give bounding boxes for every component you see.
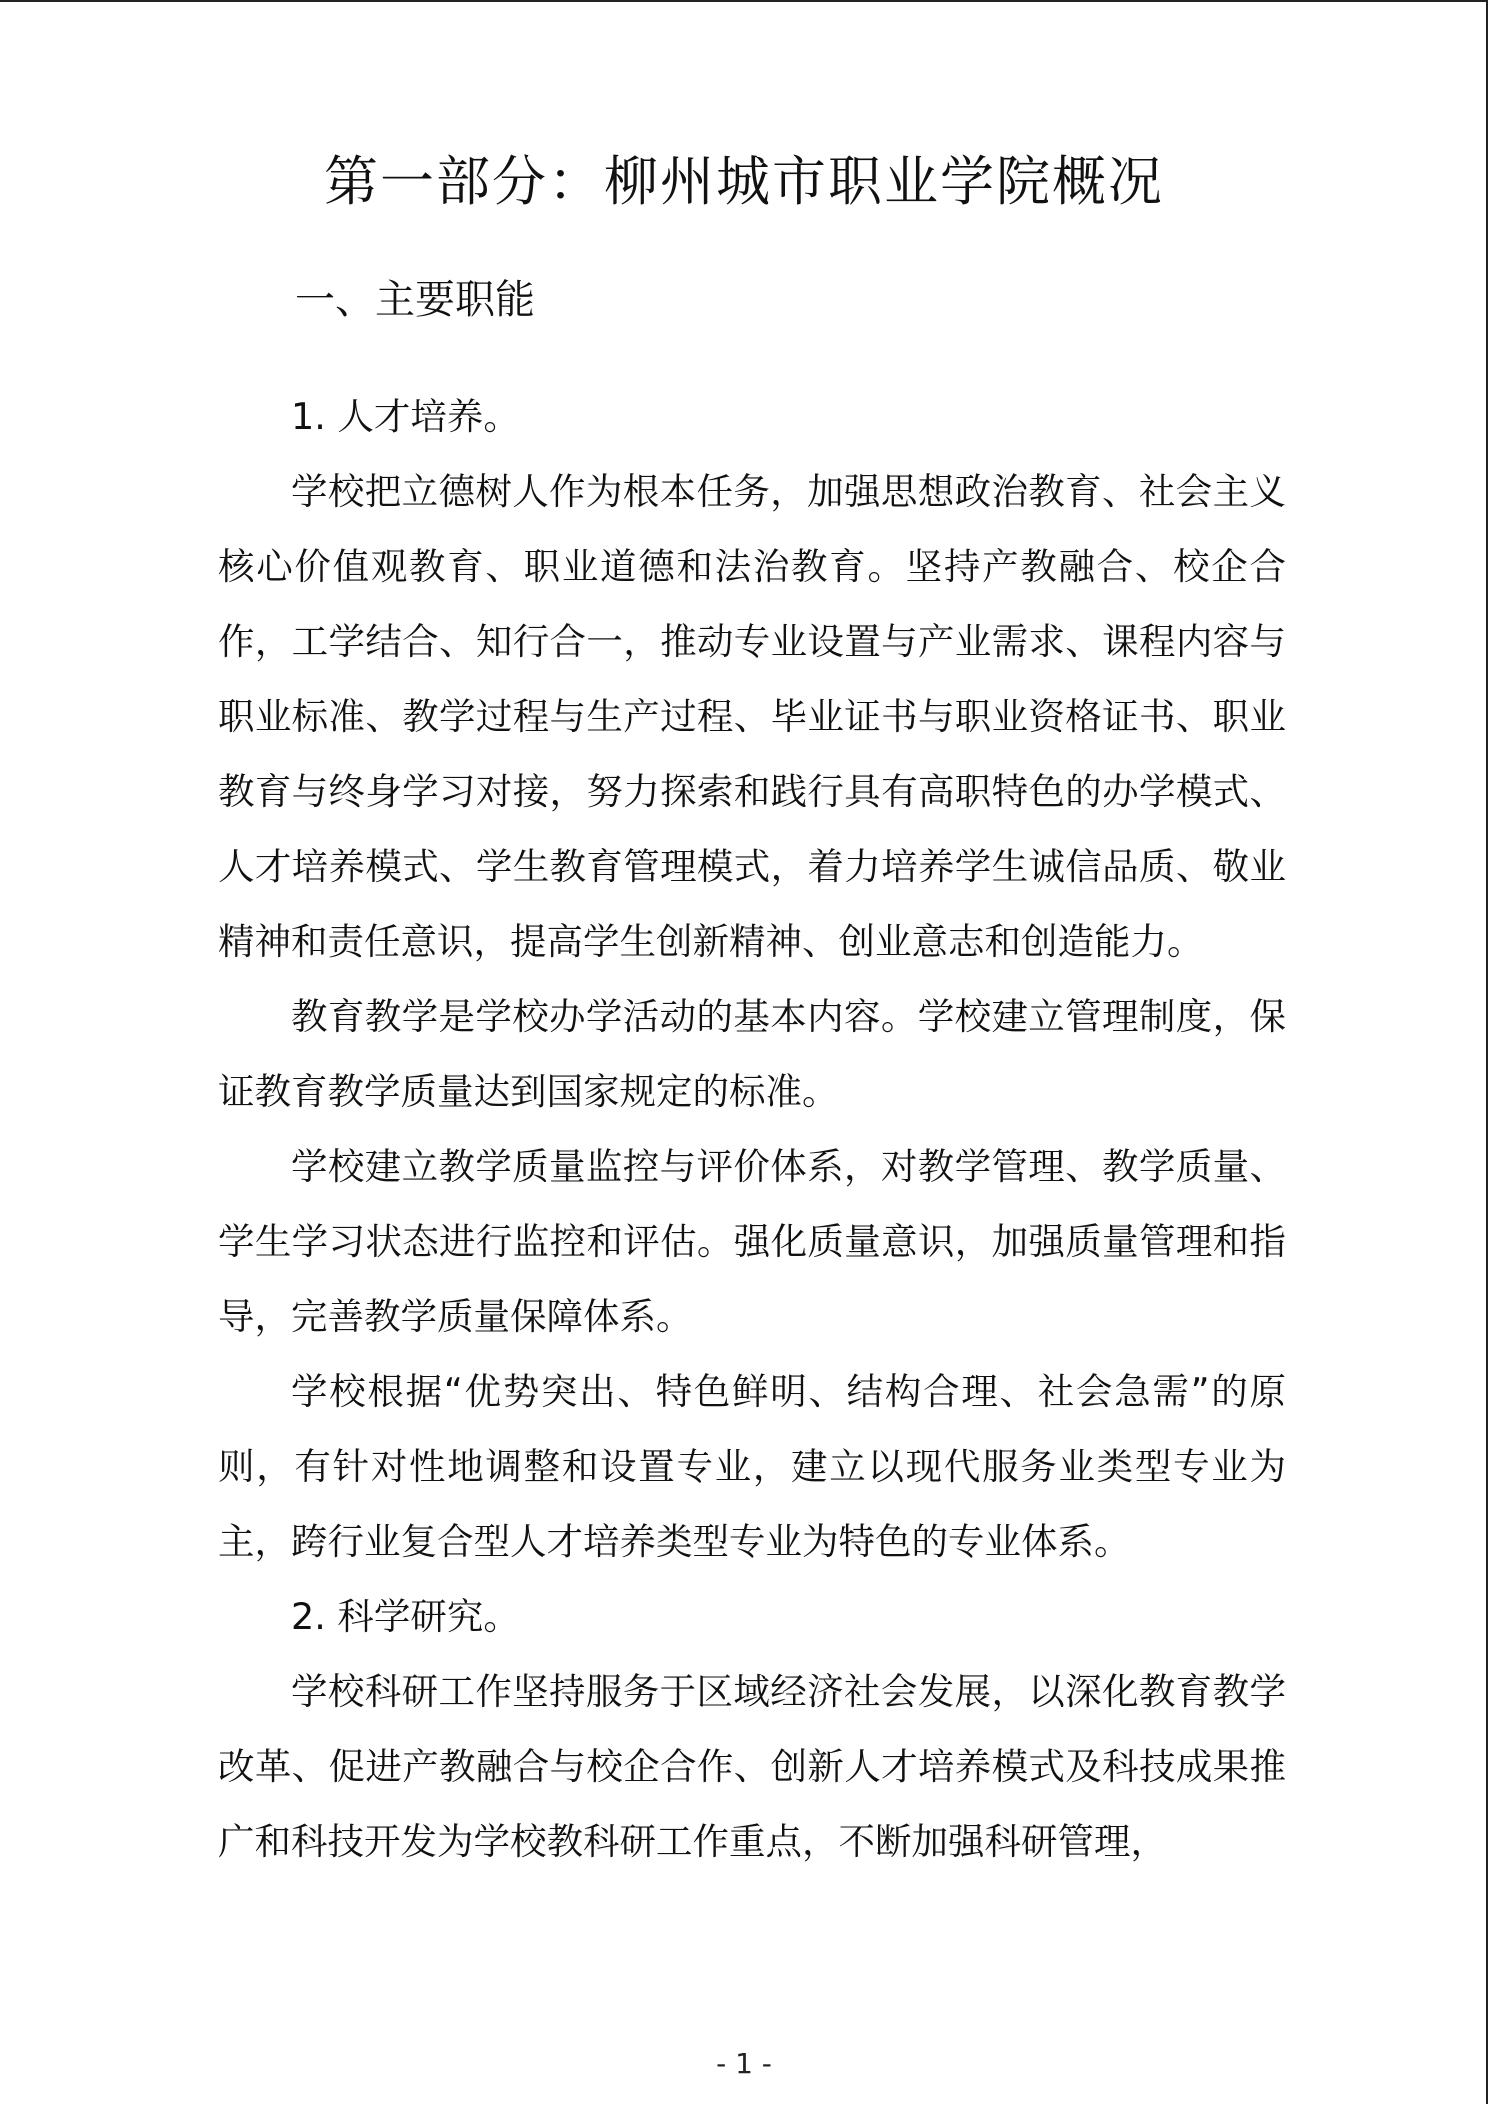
paragraph: 学校建立教学质量监控与评价体系，对教学管理、教学质量、学生学习状态进行监控和评估。强化质量意识，加强质量管理和指导，完善教学质量保障体系。 <box>218 1145 1286 1338</box>
subheading-talent-cultivation: 1. 人才培养。 <box>291 395 520 438</box>
paragraph: 学校把立德树人作为根本任务，加强思想政治教育、社会主义核心价值观教育、职业道德和法治教育。坚持产教融合、校企合作，工学结合、知行合一，推动专业设置与产业需求、课程内容与职业标准、教学过程与生产过程、毕业证书与职业资格证书、职业教育与终身学习对接，努力探索和践行具有高职特色的办学模式、人才培养模式、学生教育管理模式，着力培养学生诚信品质、敬业精神和责任意识，提高学生创新精神、创业意志和创造能力。 <box>218 470 1286 963</box>
paragraph: 学校科研工作坚持服务于区域经济社会发展，以深化教育教学改革、促进产教融合与校企合作、创新人才培养模式及科技成果推广和科技开发为学校教科研工作重点，不断加强科研管理， <box>218 1670 1286 1863</box>
page-number: - 1 - <box>716 2047 772 2080</box>
subheading-scientific-research: 2. 科学研究。 <box>291 1595 520 1638</box>
paragraph: 学校根据“优势突出、特色鲜明、结构合理、社会急需”的原则，有针对性地调整和设置专业，建立以现代服务业类型专业为主，跨行业复合型人才培养类型专业为特色的专业体系。 <box>218 1370 1286 1563</box>
page-title: 第一部分：柳州城市职业学院概况 <box>324 150 1164 213</box>
section-heading: 一、主要职能 <box>295 277 535 323</box>
paragraph: 教育教学是学校办学活动的基本内容。学校建立管理制度，保证教育教学质量达到国家规定的标准。 <box>218 995 1286 1113</box>
body-text <box>218 379 1286 1879</box>
